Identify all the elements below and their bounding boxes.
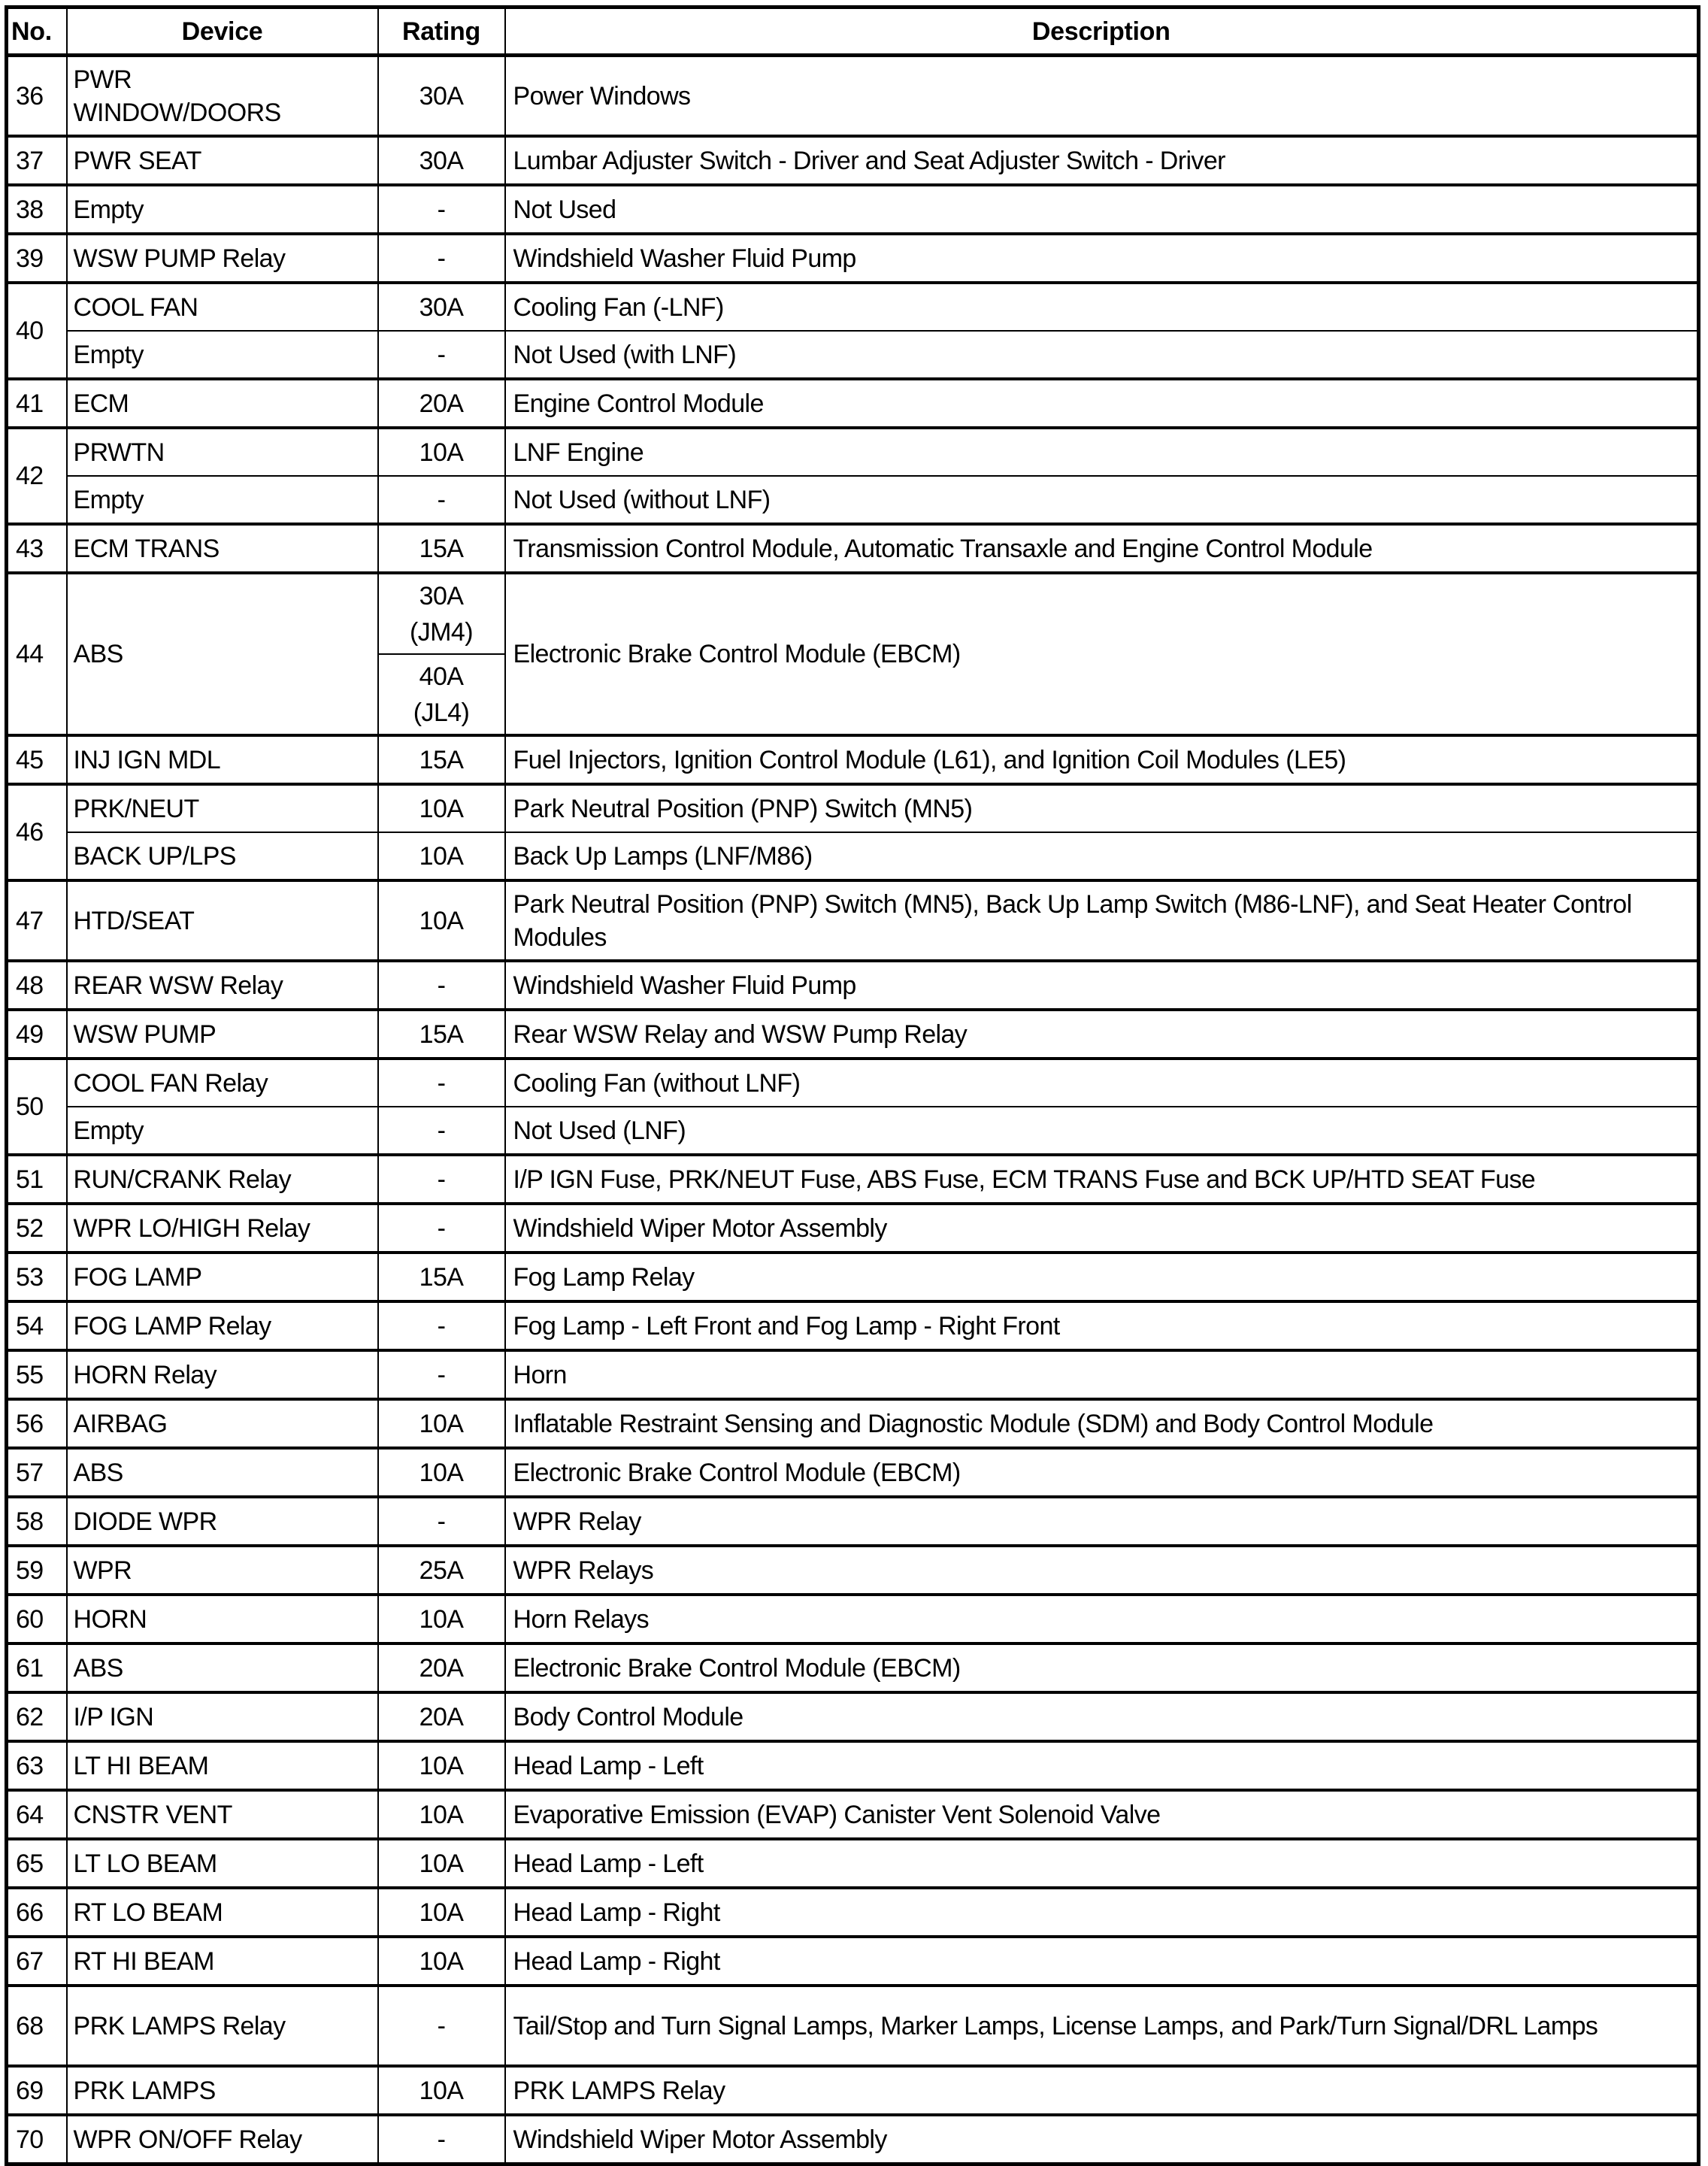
rating-cell: - [378, 185, 505, 234]
description-cell: Not Used (LNF) [505, 1107, 1699, 1155]
table-row [7, 1986, 1699, 2066]
table-row [7, 573, 1699, 654]
fuse-number: 44 [7, 573, 67, 735]
fuse-number: 51 [7, 1155, 67, 1204]
table-row [7, 880, 1699, 961]
description-cell: LNF Engine [505, 428, 1699, 476]
device-cell: INJ IGN MDL [67, 735, 378, 784]
table-row [7, 331, 1699, 379]
rating-cell: - [378, 1497, 505, 1546]
table-row [7, 1790, 1699, 1839]
fuse-number: 54 [7, 1301, 67, 1350]
fuse-number: 38 [7, 185, 67, 234]
description-cell: Electronic Brake Control Module (EBCM) [505, 573, 1699, 735]
description-cell: Head Lamp - Right [505, 1888, 1699, 1937]
fuse-number: 58 [7, 1497, 67, 1546]
device-cell: Empty [67, 331, 378, 379]
fuse-number: 64 [7, 1790, 67, 1839]
device-cell: WPR [67, 1546, 378, 1595]
table-row [7, 1010, 1699, 1059]
device-cell: PRK/NEUT [67, 784, 378, 832]
description-cell: Head Lamp - Left [505, 1741, 1699, 1790]
rating-cell: 10A [378, 1937, 505, 1986]
description-cell: I/P IGN Fuse, PRK/NEUT Fuse, ABS Fuse, ECM TRANS Fuse and BCK UP/HTD SEAT Fuse [505, 1155, 1699, 1204]
rating-cell: 30A [378, 56, 505, 137]
device-cell: ABS [67, 1448, 378, 1497]
fuse-number: 48 [7, 961, 67, 1010]
fuse-number: 63 [7, 1741, 67, 1790]
device-cell: ABS [67, 573, 378, 735]
device-cell: PRK LAMPS Relay [67, 1986, 378, 2066]
table-row [7, 2115, 1699, 2164]
description-cell: Not Used (without LNF) [505, 476, 1699, 524]
column-header-no: No. [7, 8, 67, 56]
device-cell: AIRBAG [67, 1399, 378, 1448]
table-row [7, 961, 1699, 1010]
table-row [7, 1741, 1699, 1790]
fuse-number: 65 [7, 1839, 67, 1888]
rating-cell: 10A [378, 1448, 505, 1497]
column-header-device: Device [67, 8, 378, 56]
description-cell: Rear WSW Relay and WSW Pump Relay [505, 1010, 1699, 1059]
table-row [7, 234, 1699, 283]
device-cell: ECM [67, 379, 378, 428]
table-row [7, 524, 1699, 573]
table-row [7, 1448, 1699, 1497]
fuse-number: 69 [7, 2066, 67, 2115]
description-cell: Not Used (with LNF) [505, 331, 1699, 379]
description-cell: Body Control Module [505, 1692, 1699, 1741]
description-cell: Not Used [505, 185, 1699, 234]
device-cell: LT HI BEAM [67, 1741, 378, 1790]
description-cell: PRK LAMPS Relay [505, 2066, 1699, 2115]
table-header-row [7, 8, 1699, 56]
table-row [7, 1692, 1699, 1741]
description-cell: Head Lamp - Right [505, 1937, 1699, 1986]
description-cell: Windshield Washer Fluid Pump [505, 234, 1699, 283]
rating-cell: 15A [378, 1010, 505, 1059]
device-cell: ECM TRANS [67, 524, 378, 573]
fuse-number: 53 [7, 1253, 67, 1301]
rating-cell: 20A [378, 1692, 505, 1741]
rating-cell: 10A [378, 784, 505, 832]
rating-cell: 15A [378, 1253, 505, 1301]
device-cell: HORN [67, 1595, 378, 1643]
device-cell: BACK UP/LPS [67, 832, 378, 880]
rating-variant: (JM4) [410, 617, 473, 647]
description-cell: Evaporative Emission (EVAP) Canister Vent Solenoid Valve [505, 1790, 1699, 1839]
table-row [7, 379, 1699, 428]
description-cell: Power Windows [505, 56, 1699, 137]
rating-cell: 30A [378, 283, 505, 331]
table-row [7, 283, 1699, 331]
device-cell: COOL FAN [67, 283, 378, 331]
column-header-rating: Rating [378, 8, 505, 56]
description-cell: Horn [505, 1350, 1699, 1399]
rating-cell: - [378, 331, 505, 379]
fuse-number: 62 [7, 1692, 67, 1741]
rating-cell: 10A [378, 1839, 505, 1888]
fuse-number: 68 [7, 1986, 67, 2066]
fuse-number: 43 [7, 524, 67, 573]
fuse-number: 66 [7, 1888, 67, 1937]
fuse-number: 37 [7, 136, 67, 185]
rating-cell: 20A [378, 1643, 505, 1692]
device-cell: Empty [67, 476, 378, 524]
rating-value: 40A [419, 662, 464, 691]
rating-cell: 10A [378, 1741, 505, 1790]
rating-cell: 10A [378, 832, 505, 880]
description-cell: Electronic Brake Control Module (EBCM) [505, 1448, 1699, 1497]
device-cell: LT LO BEAM [67, 1839, 378, 1888]
table-row [7, 832, 1699, 880]
device-cell: PWR SEAT [67, 136, 378, 185]
device-cell: PWR WINDOW/DOORS [67, 56, 378, 137]
fuse-number: 57 [7, 1448, 67, 1497]
rating-cell: 10A [378, 1888, 505, 1937]
device-cell: PRK LAMPS [67, 2066, 378, 2115]
rating-cell: 10A [378, 2066, 505, 2115]
description-cell: Engine Control Module [505, 379, 1699, 428]
description-cell: Tail/Stop and Turn Signal Lamps, Marker Lamps, License Lamps, and Park/Turn Signal/DRL Lamps [505, 1986, 1699, 2066]
fuse-number: 47 [7, 880, 67, 961]
description-cell: Transmission Control Module, Automatic Transaxle and Engine Control Module [505, 524, 1699, 573]
rating-cell: 10A [378, 428, 505, 476]
device-cell: HTD/SEAT [67, 880, 378, 961]
table-row [7, 735, 1699, 784]
fuse-number: 70 [7, 2115, 67, 2164]
table-row [7, 1399, 1699, 1448]
rating-cell: 30A [378, 136, 505, 185]
rating-cell: - [378, 1301, 505, 1350]
device-cell: RT HI BEAM [67, 1937, 378, 1986]
rating-cell: - [378, 1986, 505, 2066]
description-cell: Fuel Injectors, Ignition Control Module (L61), and Ignition Coil Modules (LE5) [505, 735, 1699, 784]
fuse-number: 39 [7, 234, 67, 283]
rating-cell: 10A [378, 1790, 505, 1839]
rating-cell: 10A [378, 1399, 505, 1448]
device-cell: DIODE WPR [67, 1497, 378, 1546]
description-cell: Cooling Fan (without LNF) [505, 1059, 1699, 1107]
device-cell: WPR ON/OFF Relay [67, 2115, 378, 2164]
table-row [7, 1155, 1699, 1204]
description-cell: Head Lamp - Left [505, 1839, 1699, 1888]
device-cell: REAR WSW Relay [67, 961, 378, 1010]
description-cell: Windshield Wiper Motor Assembly [505, 2115, 1699, 2164]
rating-cell: 10A [378, 1595, 505, 1643]
table-row [7, 1497, 1699, 1546]
fuse-number: 41 [7, 379, 67, 428]
device-cell: WSW PUMP Relay [67, 234, 378, 283]
rating-cell: - [378, 1059, 505, 1107]
table-row [7, 1937, 1699, 1986]
device-cell: FOG LAMP Relay [67, 1301, 378, 1350]
rating-value: 30A [419, 581, 464, 610]
description-cell: Windshield Washer Fluid Pump [505, 961, 1699, 1010]
rating-variant: (JL4) [413, 698, 470, 727]
rating-cell: - [378, 961, 505, 1010]
description-cell: Electronic Brake Control Module (EBCM) [505, 1643, 1699, 1692]
table-row [7, 784, 1699, 832]
device-cell: HORN Relay [67, 1350, 378, 1399]
device-cell: CNSTR VENT [67, 1790, 378, 1839]
fuse-number: 52 [7, 1204, 67, 1253]
description-cell: Lumbar Adjuster Switch - Driver and Seat Adjuster Switch - Driver [505, 136, 1699, 185]
device-cell: ABS [67, 1643, 378, 1692]
fuse-number: 36 [7, 56, 67, 137]
description-cell: Park Neutral Position (PNP) Switch (MN5), Back Up Lamp Switch (M86-LNF), and Seat Heater Control Modules [505, 880, 1699, 961]
description-cell: Horn Relays [505, 1595, 1699, 1643]
table-row [7, 1204, 1699, 1253]
description-cell: Cooling Fan (-LNF) [505, 283, 1699, 331]
description-cell: Windshield Wiper Motor Assembly [505, 1204, 1699, 1253]
table-row [7, 1643, 1699, 1692]
table-row [7, 1253, 1699, 1301]
device-cell: RT LO BEAM [67, 1888, 378, 1937]
description-cell: WPR Relay [505, 1497, 1699, 1546]
table-row [7, 1839, 1699, 1888]
rating-cell [378, 654, 505, 735]
table-row [7, 1546, 1699, 1595]
device-cell: FOG LAMP [67, 1253, 378, 1301]
device-cell: WPR LO/HIGH Relay [67, 1204, 378, 1253]
fuse-table [5, 5, 1700, 2166]
fuse-number: 60 [7, 1595, 67, 1643]
device-cell: Empty [67, 1107, 378, 1155]
device-cell: WSW PUMP [67, 1010, 378, 1059]
fuse-number: 50 [7, 1059, 67, 1155]
device-cell: COOL FAN Relay [67, 1059, 378, 1107]
table-row [7, 1107, 1699, 1155]
description-cell: Inflatable Restraint Sensing and Diagnostic Module (SDM) and Body Control Module [505, 1399, 1699, 1448]
table-row [7, 1595, 1699, 1643]
rating-cell: 20A [378, 379, 505, 428]
fuse-number: 61 [7, 1643, 67, 1692]
description-cell: Park Neutral Position (PNP) Switch (MN5) [505, 784, 1699, 832]
description-cell: Back Up Lamps (LNF/M86) [505, 832, 1699, 880]
table-row [7, 185, 1699, 234]
description-cell: Fog Lamp Relay [505, 1253, 1699, 1301]
rating-cell: 10A [378, 880, 505, 961]
rating-cell: - [378, 234, 505, 283]
rating-cell: 15A [378, 735, 505, 784]
rating-cell: - [378, 1107, 505, 1155]
table-row [7, 1888, 1699, 1937]
fuse-number: 45 [7, 735, 67, 784]
table-row [7, 1059, 1699, 1107]
description-cell: WPR Relays [505, 1546, 1699, 1595]
table-row [7, 2066, 1699, 2115]
device-cell: I/P IGN [67, 1692, 378, 1741]
fuse-number: 40 [7, 283, 67, 379]
rating-cell: 25A [378, 1546, 505, 1595]
fuse-number: 67 [7, 1937, 67, 1986]
fuse-number: 46 [7, 784, 67, 880]
rating-cell: - [378, 2115, 505, 2164]
table-row [7, 1350, 1699, 1399]
fuse-number: 49 [7, 1010, 67, 1059]
table-row [7, 56, 1699, 137]
description-cell: Fog Lamp - Left Front and Fog Lamp - Right Front [505, 1301, 1699, 1350]
table-row [7, 136, 1699, 185]
rating-cell: - [378, 1350, 505, 1399]
rating-cell: 15A [378, 524, 505, 573]
device-cell: PRWTN [67, 428, 378, 476]
column-header-description: Description [505, 8, 1699, 56]
fuse-number: 59 [7, 1546, 67, 1595]
fuse-number: 55 [7, 1350, 67, 1399]
table-row [7, 428, 1699, 476]
table-row [7, 1301, 1699, 1350]
device-cell: Empty [67, 185, 378, 234]
rating-cell: - [378, 1155, 505, 1204]
device-cell: RUN/CRANK Relay [67, 1155, 378, 1204]
table-body [7, 56, 1699, 2164]
rating-cell: - [378, 1204, 505, 1253]
rating-cell: - [378, 476, 505, 524]
rating-cell [378, 573, 505, 654]
table-row [7, 476, 1699, 524]
fuse-number: 42 [7, 428, 67, 524]
fuse-number: 56 [7, 1399, 67, 1448]
